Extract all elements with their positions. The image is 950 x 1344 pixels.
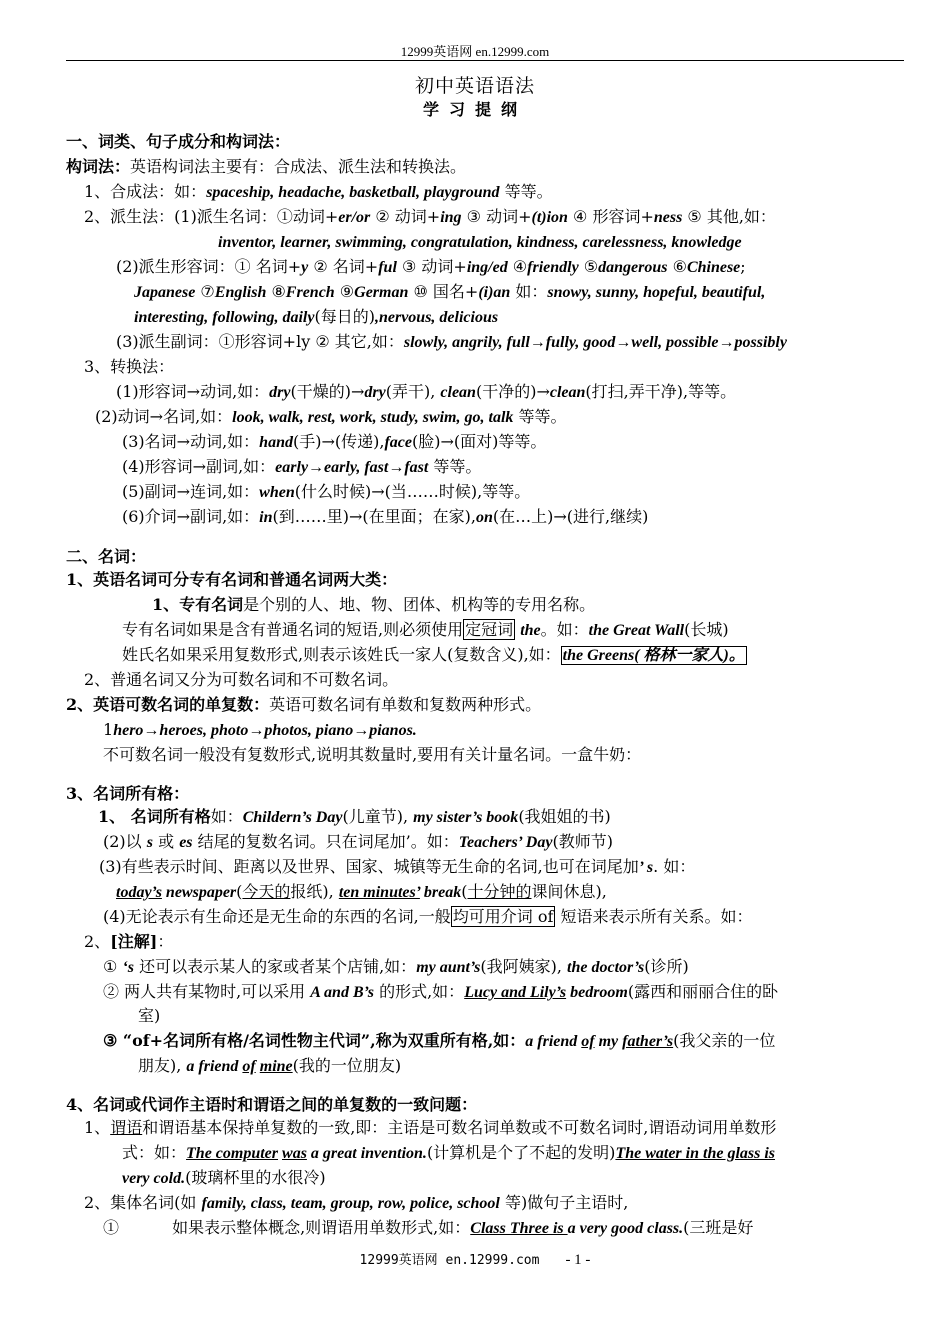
text-run: ④ 形容词+	[567, 207, 654, 226]
text-run: the Greens( 格林一家人)。	[562, 647, 745, 664]
text-run: ② 名词+	[308, 257, 379, 276]
text-run: ful	[378, 259, 397, 276]
text-run: (5)副词→连词,如：	[122, 482, 260, 501]
page-footer	[0, 1249, 950, 1269]
text-line	[84, 206, 776, 229]
text-run: 结尾的复数名词。只在词尾加’。如：	[192, 832, 459, 851]
text-run: 一、词类、句子成分和构词法：	[66, 132, 291, 151]
text-run: 1	[103, 720, 114, 739]
text-run: 如：	[510, 282, 548, 301]
text-run: Lucy and Lily’s	[464, 984, 567, 1001]
text-run: er/or	[338, 209, 371, 226]
text-run: (手)→(传递),	[292, 432, 385, 451]
text-run: (露西和丽丽合住的卧	[627, 982, 779, 1001]
text-run: 1、 名词所有格	[98, 807, 211, 826]
text-run: 3、转换法：	[84, 357, 175, 376]
text-run: 十分钟的	[467, 882, 532, 901]
text-run: 今天的	[242, 882, 291, 901]
text-line	[116, 381, 736, 404]
text-line	[122, 481, 530, 504]
subsection-heading	[66, 1094, 477, 1116]
text-run: face	[384, 434, 412, 451]
text-run: s	[146, 834, 153, 851]
text-run: 英语可数名词有单数和复数两种形式。	[269, 695, 542, 714]
text-run: 1、合成法：如：	[84, 182, 207, 201]
subsection-heading	[66, 783, 189, 805]
text-run: ⑨	[334, 282, 355, 301]
text-run: ①	[103, 957, 123, 976]
text-run: A and B’s	[310, 984, 374, 1001]
text-run: friendly	[527, 259, 579, 276]
text-run: mine	[259, 1058, 293, 1075]
text-run: y	[301, 259, 309, 276]
text-line	[122, 644, 747, 667]
text-run: 姓氏名如果采用复数形式,则表示该姓氏一家人(复数含义),如：	[122, 645, 561, 664]
text-run: the Great Wall	[588, 622, 685, 639]
text-line	[218, 231, 742, 254]
text-run: 2、集体名词(如	[84, 1193, 202, 1212]
text-line	[84, 669, 398, 691]
text-run: today’s	[116, 884, 162, 901]
text-run: Japanese	[134, 284, 196, 301]
text-line	[122, 619, 729, 642]
page-header: 12999英语网 en.12999.com	[400, 44, 550, 59]
text-run: of	[581, 1033, 595, 1050]
text-run: (3)派生副词：①形容词+ly ② 其它,如：	[116, 332, 404, 351]
text-run: Chinese	[686, 259, 741, 276]
text-run: (	[461, 882, 468, 901]
text-line	[103, 1217, 753, 1240]
text-run: 和谓语基本保持单复数的一致,即：主语是可数名词单数或不可数名词时,谓语动词用单数形	[142, 1118, 777, 1137]
text-run: 2、派生法：(1)派生名词：①动词+	[84, 207, 339, 226]
text-run: ② 动词+	[370, 207, 441, 226]
text-run: bedroom	[566, 984, 628, 1001]
text-run: 二、名词：	[66, 547, 147, 566]
text-run: (2)派生形容词：① 名词+	[116, 257, 302, 276]
text-run: 式：如：	[122, 1143, 187, 1162]
text-run: dangerous	[598, 259, 668, 276]
text-run: ⑤ 其他,如：	[682, 207, 776, 226]
text-run: (到……里)→(在里面；在家),	[272, 507, 476, 526]
text-run: (2)以	[103, 832, 147, 851]
document-title: 初中英语语法	[414, 75, 535, 97]
text-line	[103, 981, 778, 1004]
text-run: father’s	[622, 1033, 674, 1050]
text-run: inventor, learner, swimming, congratulation, kindness, carelessness, knowledge	[218, 234, 742, 251]
text-run: (我姐姐的书)	[518, 807, 611, 826]
text-run: 定冠词	[465, 620, 514, 639]
text-line	[98, 806, 611, 829]
section-heading	[66, 131, 290, 153]
text-line	[138, 1005, 160, 1027]
page-number: - 1 -	[565, 1252, 591, 1268]
text-run: (	[236, 882, 243, 901]
text-run: (2)动词→名词,如：	[95, 407, 233, 426]
text-run: family, class, team, group, row, police, school	[201, 1195, 500, 1212]
text-run: (玻璃杯里的水很冷)	[185, 1168, 326, 1187]
text-run: 等等。	[513, 407, 567, 426]
text-run: 2、	[84, 932, 111, 951]
header-rule	[66, 60, 904, 61]
text-run: in	[259, 509, 273, 526]
text-run: ② 两人共有某物时,可以采用	[103, 982, 311, 1001]
text-line	[103, 744, 641, 766]
text-run: ④	[507, 257, 528, 276]
text-run: 等等。	[428, 457, 482, 476]
text-run: English	[214, 284, 267, 301]
text-run: snowy, sunny, hopeful, beautiful,	[547, 284, 766, 301]
text-line	[122, 1167, 326, 1190]
text-run: (6)介词→副词,如：	[122, 507, 260, 526]
text-run: (打扫,弄干净),等等。	[585, 382, 737, 401]
text-line	[103, 1030, 775, 1053]
text-run: 课间休息),	[531, 882, 607, 901]
text-run: ,nervous, delicious	[374, 309, 499, 326]
text-run: 室)	[138, 1006, 161, 1025]
text-run: (三班是好	[683, 1218, 754, 1237]
text-run: newspaper	[161, 884, 237, 901]
text-run: (我的一位朋友)	[292, 1056, 402, 1075]
text-line	[152, 594, 595, 616]
text-run: 或	[153, 832, 180, 851]
text-run: 构词法：	[66, 157, 131, 176]
text-run: clean	[440, 384, 476, 401]
text-run: 如：	[210, 807, 243, 826]
text-run: ’ s	[638, 859, 654, 876]
text-run: (计算机是个了不起的发明)	[426, 1143, 616, 1162]
text-run: French	[285, 284, 335, 301]
text-run: (干燥的)→	[290, 382, 365, 401]
text-run: 的形式,如：	[374, 982, 465, 1001]
text-line	[103, 956, 689, 979]
text-run: my aunt’s	[416, 959, 481, 976]
text-run: ten minutes’	[338, 884, 420, 901]
text-run: (3)有些表示时间、距离以及世界、国家、城镇等无生命的名词,也可在词尾加	[99, 857, 639, 876]
text-run: (在…上)→(进行,继续)	[492, 507, 649, 526]
text-run: when	[259, 484, 295, 501]
text-run: 4、名词或代词作主语时和谓语之间的单复数的一致问题：	[66, 1095, 478, 1114]
text-run: 专有名词如果是含有普通名词的短语,则必须使用	[122, 620, 464, 639]
text-run: dry	[364, 384, 386, 401]
text-run: (t)ion	[531, 209, 568, 226]
text-run: ing/ed	[466, 259, 508, 276]
footer-site: 12999英语网 en.12999.com	[359, 1253, 540, 1268]
text-run: (每日的)	[314, 307, 375, 326]
text-run: ing	[440, 209, 462, 226]
text-line	[138, 1055, 401, 1078]
text-run: 朋友),	[138, 1056, 187, 1075]
text-run: the doctor’s	[567, 959, 645, 976]
text-run: hero→heroes, photo→photos, piano→pianos.	[113, 722, 417, 739]
text-run: Class Three is	[470, 1220, 568, 1237]
text-run: (3)名词→动词,如：	[122, 432, 260, 451]
subsection-heading	[66, 694, 541, 716]
text-run: 谓语	[110, 1118, 143, 1137]
text-line	[122, 456, 481, 479]
text-run: (4)形容词→副词,如：	[122, 457, 276, 476]
text-line	[103, 906, 753, 928]
text-run: (诊所)	[644, 957, 689, 976]
text-run: look, walk, rest, work, study, swim, go, talk	[232, 409, 514, 426]
text-run: (长城)	[684, 620, 729, 639]
text-run: my sister’s book	[413, 809, 519, 826]
text-line	[116, 331, 787, 354]
document-subtitle: 学习提纲	[422, 100, 527, 119]
text-run: (脸)→(面对)等等。	[411, 432, 547, 451]
text-run: es	[179, 834, 193, 851]
text-line	[103, 719, 417, 742]
text-run: ‘s	[122, 959, 134, 976]
text-run: ③ 动词+	[461, 207, 532, 226]
text-run: ⑤	[578, 257, 599, 276]
text-run: ⑩ 国名+	[408, 282, 479, 301]
text-run: slowly, angrily, full→fully, good→well, possible→possibly	[403, 334, 787, 351]
text-run: 2、英语可数名词的单复数：	[66, 695, 270, 714]
text-run: a very good class.	[567, 1220, 684, 1237]
text-run: 报纸),	[290, 882, 339, 901]
text-run: the	[520, 622, 541, 639]
text-run: interesting, following, daily	[134, 309, 315, 326]
text-run: 1、	[84, 1118, 111, 1137]
text-run: [注解]	[110, 932, 158, 951]
text-run: 均可用介词 of	[452, 907, 554, 926]
text-run: a friend	[525, 1033, 582, 1050]
text-run: 等等。	[499, 182, 553, 201]
text-run: 是个别的人、地、物、团体、机构等的专用名称。	[243, 595, 596, 614]
text-run: Childern’s Day	[242, 809, 343, 826]
text-line	[95, 406, 566, 429]
text-run: 等)做句子主语时,	[499, 1193, 629, 1212]
text-line	[122, 431, 546, 454]
text-run: break	[419, 884, 462, 901]
text-line	[84, 931, 173, 953]
text-run: ③ “of+名词所有格/名词性物主代词”,称为双重所有格,如：	[103, 1031, 526, 1050]
text-run: ：	[157, 932, 174, 951]
text-run: 3、名词所有格：	[66, 784, 190, 803]
text-run: ⑦	[195, 282, 215, 301]
text-line	[122, 506, 648, 529]
text-line	[84, 1192, 628, 1215]
text-run: (4)无论表示有生命还是无生命的东西的名词,一般	[103, 907, 451, 926]
text-run: ness	[653, 209, 683, 226]
text-line	[134, 306, 498, 329]
text-run: (干净的)→	[475, 382, 550, 401]
text-run: ⑧	[266, 282, 286, 301]
text-line	[134, 281, 765, 304]
text-run: 短语来表示所有关系。如：	[555, 907, 753, 926]
text-line	[122, 1142, 775, 1165]
text-line	[84, 181, 553, 204]
text-run: (教师节)	[552, 832, 613, 851]
text-line	[116, 881, 607, 904]
text-run: of	[242, 1058, 256, 1075]
section-heading	[66, 546, 146, 568]
text-run: was	[282, 1145, 307, 1162]
text-run: ③ 动词+	[396, 257, 467, 276]
text-run: ;	[740, 257, 746, 276]
text-run: The water in the glass is	[615, 1145, 776, 1162]
text-line	[103, 831, 613, 854]
text-run: hand	[259, 434, 293, 451]
text-run: 2、普通名词又分为可数名词和不可数名词。	[84, 670, 399, 689]
text-run: dry	[269, 384, 291, 401]
text-run: ① 如果表示整体概念,则谓语用单数形式,如：	[103, 1218, 471, 1237]
text-run: spaceship, headache, basketball, playground	[206, 184, 500, 201]
text-run: (1)形容词→动词,如：	[116, 382, 270, 401]
text-line	[116, 256, 746, 279]
text-run: 还可以表示某人的家或者某个店铺,如：	[134, 957, 417, 976]
text-run: (我父亲的一位	[673, 1031, 776, 1050]
text-run: (i)an	[478, 284, 511, 301]
text-run: 不可数名词一般没有复数形式,说明其数量时,要用有关计量名词。一盒牛奶：	[103, 745, 642, 764]
text-run: early→early, fast→fast	[275, 459, 429, 476]
text-line	[84, 356, 174, 378]
text-run: 英语构词法主要有：合成法、派生法和转换法。	[130, 157, 467, 176]
text-line	[99, 856, 695, 879]
text-run: ⑥	[667, 257, 687, 276]
text-run: The computer	[186, 1145, 279, 1162]
text-run: 1、英语名词可分专有名词和普通名词两大类：	[66, 570, 398, 589]
text-run: a friend	[186, 1058, 243, 1075]
text-run: (什么时候)→(当……时候),等等。	[294, 482, 531, 501]
text-line	[66, 156, 466, 178]
text-run: very cold.	[122, 1170, 186, 1187]
text-run: (弄干),	[385, 382, 441, 401]
text-run: (我阿姨家),	[480, 957, 568, 976]
text-run: German	[354, 284, 409, 301]
text-run: 。如：	[540, 620, 589, 639]
text-run: Teachers’ Day	[458, 834, 553, 851]
text-run: 1、专有名词	[152, 595, 244, 614]
text-run: on	[475, 509, 493, 526]
text-run: a great invention.	[306, 1145, 427, 1162]
subsection-heading	[66, 569, 397, 591]
text-line	[84, 1117, 776, 1139]
text-run: my	[594, 1033, 623, 1050]
text-run: (儿童节),	[342, 807, 414, 826]
text-run: clean	[549, 384, 586, 401]
text-run: . 如：	[653, 857, 696, 876]
